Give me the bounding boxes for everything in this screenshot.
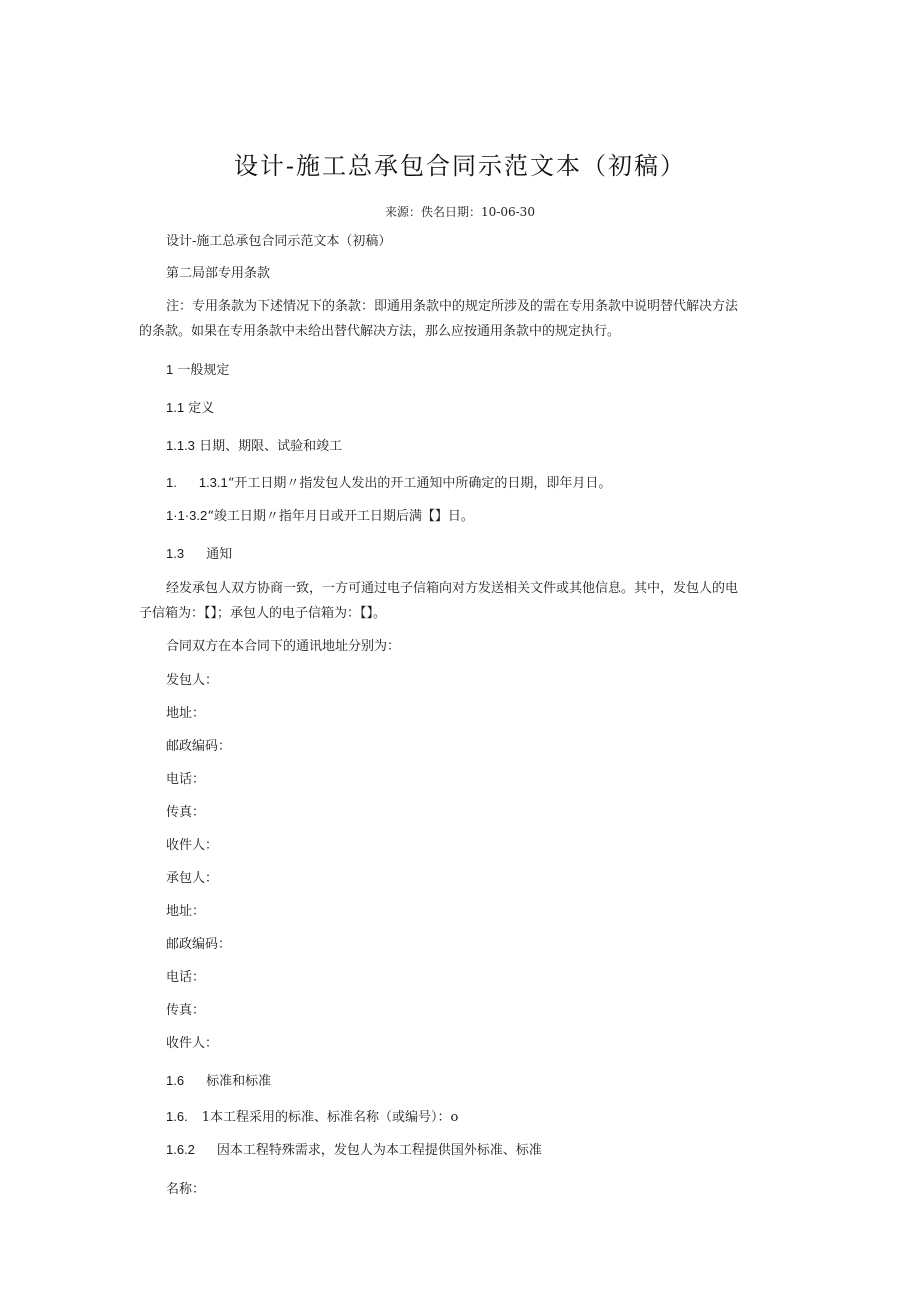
clause-number: 1.3.1 xyxy=(198,475,228,490)
employer-recipient-label: 收件人： xyxy=(166,838,219,853)
clause-text: 1本工程采用的标准、标准名称（或编号）：o xyxy=(201,1110,459,1125)
clause-1-1-heading xyxy=(166,398,214,419)
employer-fax-label: 传真： xyxy=(166,805,206,820)
employer-postcode-label: 邮政编码： xyxy=(166,739,232,754)
employer-address-label: 地址： xyxy=(166,706,206,721)
contractor-phone-label: 电话： xyxy=(166,970,206,985)
clause-number: 1.1.3 xyxy=(166,438,195,453)
notice-paragraph-line-1: 经发承包人双方协商一致，一方可通过电子信箱向对方发送相关文件或其他信息。其中，发包人的电 xyxy=(166,581,739,596)
clause-number: 1.1 xyxy=(166,400,185,415)
clause-text: “开工日期〃指发包人发出的开工通知中所确定的日期，即年月日。 xyxy=(227,476,612,491)
clause-number: 1.6. xyxy=(166,1109,188,1124)
contractor-postcode-label: 邮政编码： xyxy=(166,937,232,952)
clause-1-heading xyxy=(166,360,229,381)
repeated-title-line: 设计-施工总承包合同示范文本（初稿） xyxy=(166,234,392,249)
employer-phone-label: 电话： xyxy=(166,772,206,787)
clause-number: 1.6 xyxy=(166,1073,185,1088)
clause-1-1-3-heading xyxy=(166,436,342,457)
document-title: 设计-施工总承包合同示范文本（初稿） xyxy=(233,152,687,180)
clause-text: 一般规定 xyxy=(177,363,230,378)
clause-number: 1.6.2 xyxy=(166,1142,195,1157)
address-intro: 合同双方在本合同下的通讯地址分别为： xyxy=(166,639,401,654)
clause-number-prefix: 1. xyxy=(166,475,177,490)
clause-text: 通知 xyxy=(206,547,233,562)
clause-text: 因本工程特殊需求，发包人为本工程提供国外标准、标准 xyxy=(216,1143,542,1158)
source-date-line: 来源：佚名日期：10-06-30 xyxy=(385,205,535,219)
clause-text: 定义 xyxy=(188,401,215,416)
clause-1-6-1 xyxy=(166,1107,458,1128)
clause-text: 标准和标准 xyxy=(206,1074,272,1089)
clause-text: “竣工日期〃指年月日或开工日期后满【】日。 xyxy=(207,509,474,524)
clause-1-6-2 xyxy=(166,1140,542,1161)
employer-label: 发包人： xyxy=(166,673,219,688)
contractor-address-label: 地址： xyxy=(166,904,206,919)
note-paragraph-line-1: 注：专用条款为下述情况下的条款：即通用条款中的规定所涉及的需在专用条款中说明替代解决方法 xyxy=(166,299,739,314)
standard-name-label: 名称： xyxy=(166,1182,206,1197)
clause-number: 1.3 xyxy=(166,546,185,561)
contractor-fax-label: 传真： xyxy=(166,1003,206,1018)
clause-number: 1 xyxy=(166,362,174,377)
contractor-label: 承包人： xyxy=(166,871,219,886)
clause-1-6-heading xyxy=(166,1071,271,1092)
clause-text: 日期、期限、试验和竣工 xyxy=(199,439,343,454)
notice-paragraph-line-2: 子信箱为：【】；承包人的电子信箱为：【】。 xyxy=(139,606,387,621)
note-paragraph-line-2: 的条款。如果在专用条款中未给出替代解决方法，那么应按通用条款中的规定执行。 xyxy=(139,324,621,339)
clause-1-1-3-1 xyxy=(166,473,611,494)
clause-1-3-heading xyxy=(166,544,232,565)
clause-number: 1·1·3.2 xyxy=(166,508,208,523)
section-heading: 第二局部专用条款 xyxy=(166,266,271,281)
contractor-recipient-label: 收件人： xyxy=(166,1036,219,1051)
clause-1-1-3-2 xyxy=(166,506,474,527)
